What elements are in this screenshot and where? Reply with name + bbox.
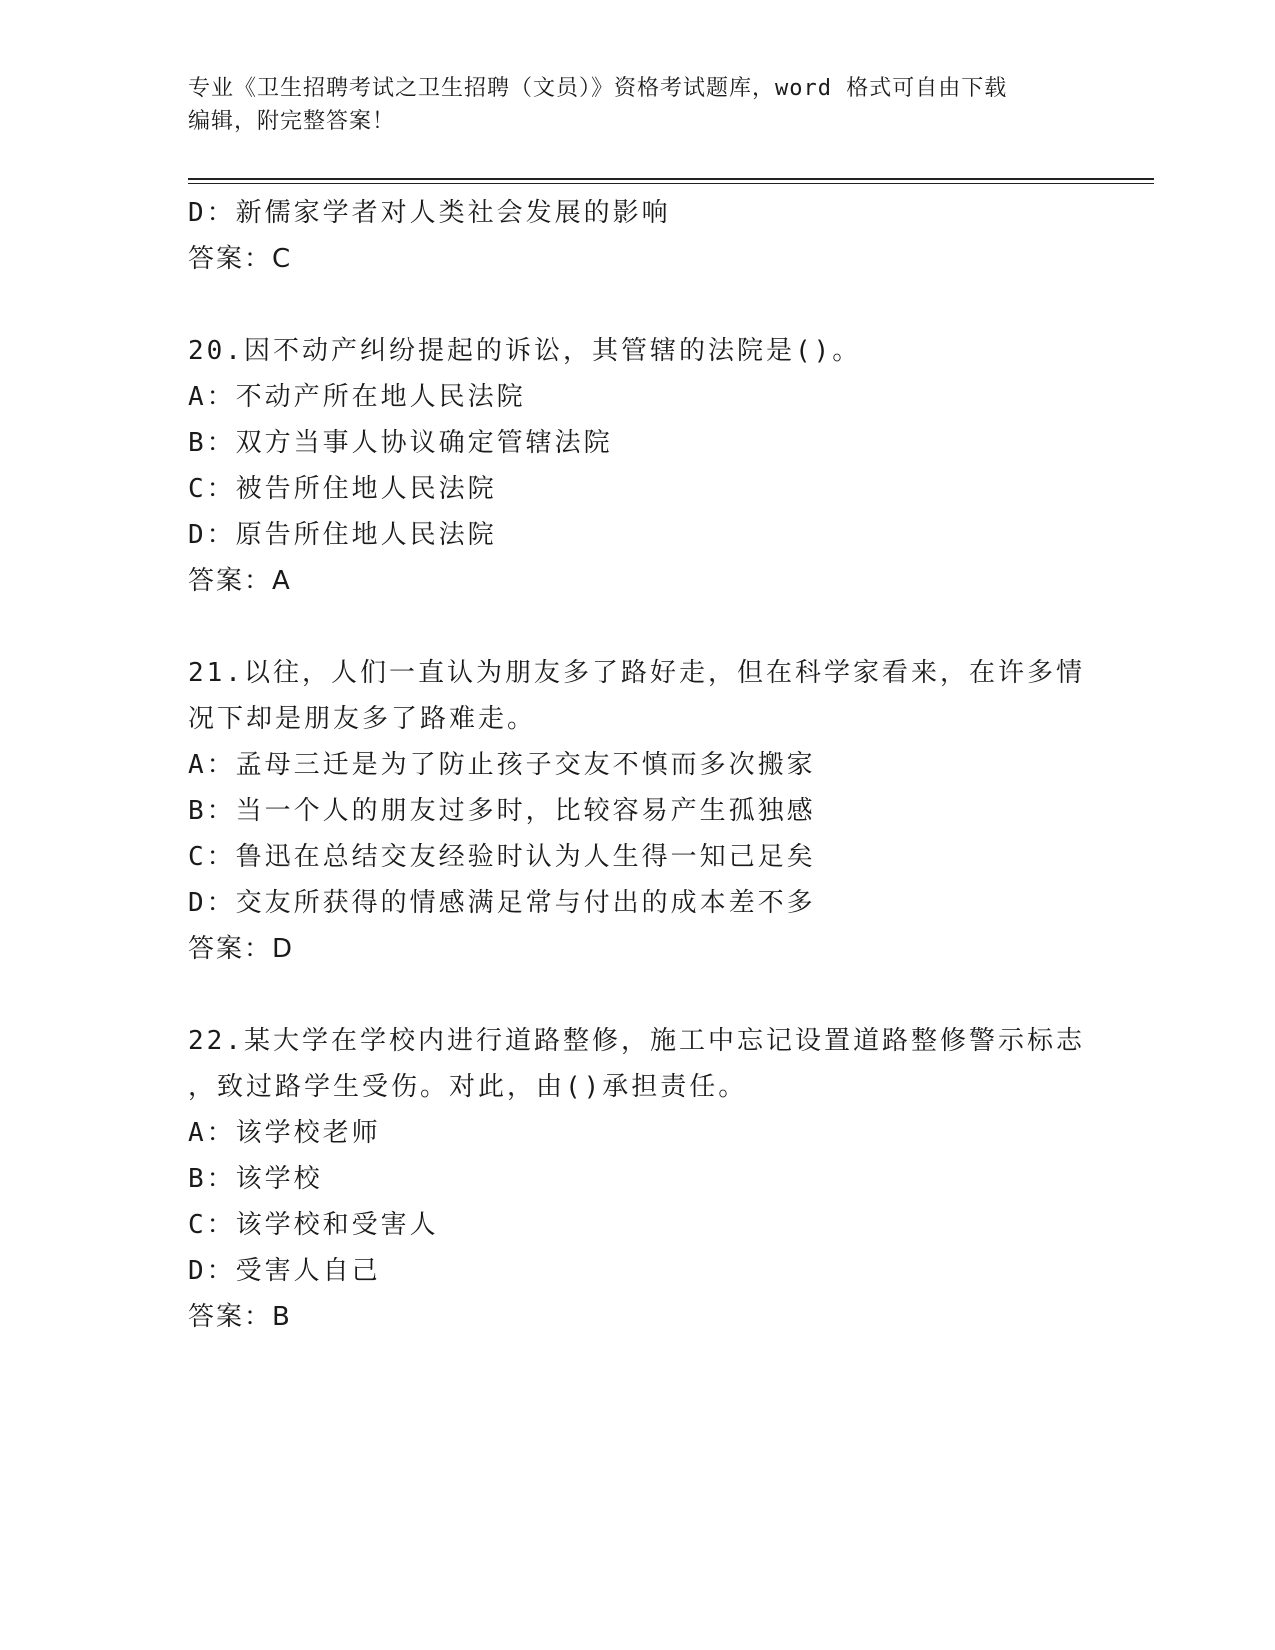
option-d: D：受害人自己: [188, 1256, 381, 1286]
option-d: D：交友所获得的情感满足常与付出的成本差不多: [188, 888, 816, 918]
previous-question-tail: [188, 190, 1088, 282]
option-d: D：原告所住地人民法院: [188, 520, 497, 550]
question-stem-line-1: 21.以往，人们一直认为朋友多了路好走，但在科学家看来，在许多情: [188, 658, 1085, 688]
option-c: C：该学校和受害人: [188, 1210, 439, 1240]
document-header: [188, 72, 1088, 138]
option-b: B：双方当事人协议确定管辖法院: [188, 428, 613, 458]
option-c: C：鲁迅在总结交友经验时认为人生得一知己足矣: [188, 842, 816, 872]
question-stem-line-2: ，致过路学生受伤。对此，由()承担责任。: [188, 1072, 748, 1102]
option-b: B：当一个人的朋友过多时，比较容易产生孤独感: [188, 796, 816, 826]
question-22: [188, 1018, 1088, 1340]
answer-line: 答案：C: [188, 244, 293, 274]
header-divider-thin: [188, 183, 1154, 184]
document-body: [188, 190, 1088, 1340]
option-a: A：不动产所在地人民法院: [188, 382, 526, 412]
question-21: [188, 650, 1088, 972]
answer-line: 答案：B: [188, 1302, 292, 1332]
answer-line: 答案：D: [188, 934, 295, 964]
header-line-1: 专业《卫生招聘考试之卫生招聘（文员）》资格考试题库，word 格式可自由下载: [188, 76, 1008, 101]
option-d: D：新儒家学者对人类社会发展的影响: [188, 198, 671, 228]
answer-line: 答案：A: [188, 566, 292, 596]
option-c: C：被告所住地人民法院: [188, 474, 497, 504]
option-a: A：孟母三迁是为了防止孩子交友不慎而多次搬家: [188, 750, 816, 780]
option-a: A：该学校老师: [188, 1118, 381, 1148]
header-line-2: 编辑，附完整答案！: [188, 109, 396, 134]
header-divider-thick: [188, 178, 1154, 180]
question-stem-line-1: 22.某大学在学校内进行道路整修，施工中忘记设置道路整修警示标志: [188, 1026, 1085, 1056]
question-stem-line-2: 况下却是朋友多了路难走。: [188, 704, 537, 734]
question-stem: 20.因不动产纠纷提起的诉讼，其管辖的法院是()。: [188, 336, 862, 366]
option-b: B：该学校: [188, 1164, 323, 1194]
question-20: [188, 328, 1088, 604]
